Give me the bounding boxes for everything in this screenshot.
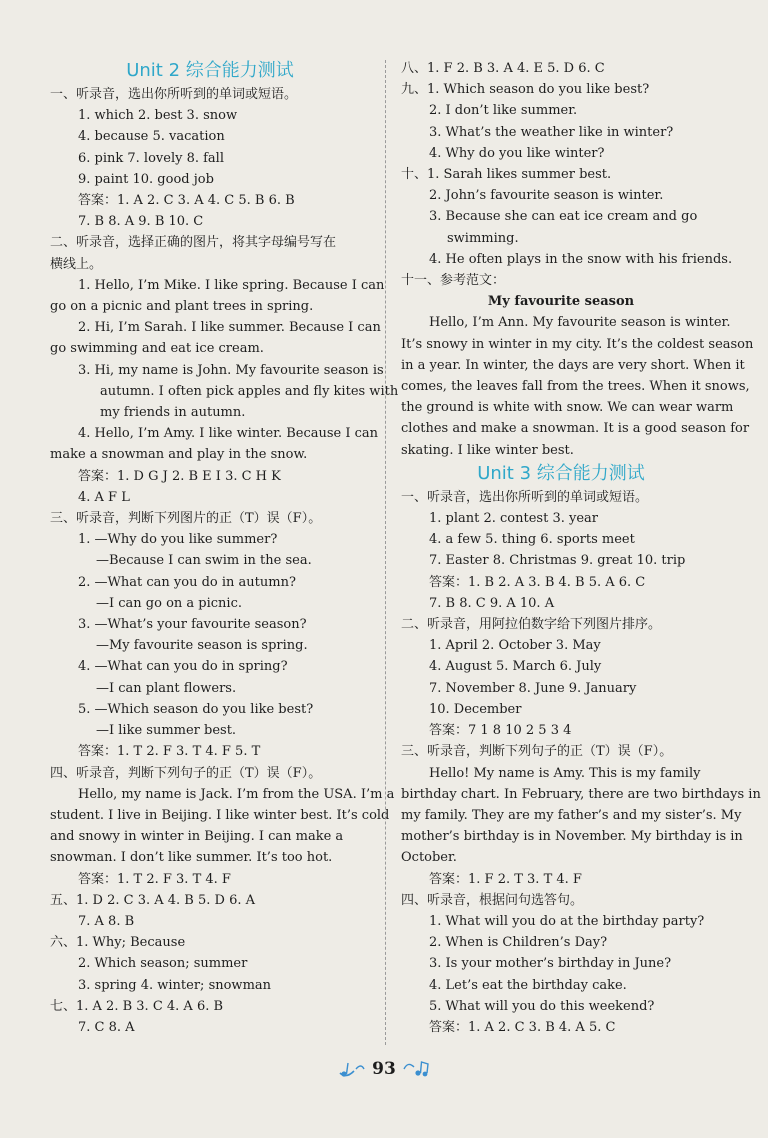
answer-line: 答案：1. A 2. C 3. B 4. A 5. C [429, 1019, 616, 1035]
passage-line: my family. They are my father’s and my sister’s. My [401, 807, 742, 823]
item-line: —I can go on a picnic. [96, 595, 243, 611]
music-note-ornament-left-icon [336, 1057, 366, 1081]
item-line: 3. Is your mother’s birthday in June? [429, 956, 672, 972]
u2-section-9 [401, 79, 721, 164]
answer-line: 七、1. A 2. B 3. C 4. A 6. B [50, 998, 224, 1014]
essay-line: in a year. In winter, the days are very short. When it [401, 357, 745, 373]
section-heading: 三、听录音，判断下列句子的正（T）误（F）。 [401, 744, 673, 760]
item-line: 3. —What’s your favourite season? [78, 617, 307, 633]
answer-line: 答案：1. T 2. F 3. T 4. F 5. T [78, 744, 261, 760]
answer-line: 答案：1. A 2. C 3. A 4. C 5. B 6. B [78, 193, 295, 209]
section-heading: 四、听录音，根据问句选答句。 [401, 892, 584, 908]
u2-section-7 [50, 996, 370, 1038]
answer-line: 答案：1. T 2. F 3. T 4. F [78, 871, 231, 887]
item-line: 1. Hello, I’m Mike. I like spring. Because I can [78, 277, 385, 293]
u2-section-3 [50, 508, 370, 762]
passage-line: October. [401, 850, 457, 866]
answer-line: 答案：1. F 2. T 3. T 4. F [429, 871, 582, 887]
u2-section-6 [50, 932, 370, 996]
answer-line: 九、1. Which season do you like best? [401, 82, 650, 98]
answer-line: 答案：1. D G J 2. B E I 3. C H K [78, 468, 281, 484]
left-column [50, 58, 399, 1038]
passage-line: Hello! My name is Amy. This is my family [429, 765, 701, 781]
passage-line: mother’s birthday is in November. My birthday is in [401, 829, 743, 845]
answer-line: 六、1. Why; Because [50, 935, 186, 951]
item-line: 2. Hi, I’m Sarah. I like summer. Because I can [78, 320, 381, 336]
essay-line: clothes and make a snowman. It is a good season for [401, 421, 750, 437]
answer-line: 2. I don’t like summer. [429, 103, 578, 119]
u3-section-4 [401, 890, 721, 1038]
passage-line: Hello, my name is Jack. I’m from the USA. I’m a [78, 786, 395, 802]
unit-2-title: Unit 2 综合能力测试 [126, 60, 294, 81]
u2-section-4 [50, 763, 395, 890]
page-number: 93 [372, 1059, 396, 1079]
passage-line: student. I live in Beijing. I like winter best. It’s cold [50, 807, 390, 823]
item-line: 4. August 5. March 6. July [429, 659, 602, 675]
answer-line: 4. Why do you like winter? [429, 145, 605, 161]
section-heading: 二、听录音，选择正确的图片，将其字母编号写在 [50, 235, 337, 251]
item-line: 1. What will you do at the birthday party? [429, 913, 705, 929]
answer-line: 3. spring 4. winter; snowman [78, 977, 272, 993]
answer-line: 十、1. Sarah likes summer best. [401, 167, 612, 183]
item-line: autumn. I often pick apples and fly kites with [100, 383, 399, 399]
passage-line: snowman. I don’t like summer. It’s too hot. [50, 850, 333, 866]
right-column [401, 58, 761, 1038]
item-line: 4. a few 5. thing 6. sports meet [429, 532, 635, 548]
item-line: 4. —What can you do in spring? [78, 659, 288, 675]
u2-section-10 [401, 164, 733, 270]
essay-line: the ground is white with snow. We can wear warm [401, 400, 734, 416]
section-heading: 二、听录音，用阿拉伯数字给下列图片排序。 [401, 617, 662, 633]
answer-line: 7. A 8. B [78, 913, 135, 929]
answer-line: 7. B 8. C 9. A 10. A [429, 595, 555, 611]
item-line: 9. paint 10. good job [78, 171, 214, 187]
u3-section-1 [401, 487, 721, 614]
essay-line: comes, the leaves fall from the trees. When it snows, [401, 379, 750, 395]
item-line: 6. pink 7. lovely 8. fall [78, 150, 225, 166]
u2-section-1 [50, 84, 370, 232]
answer-line: 2. Which season; summer [78, 956, 248, 972]
section-heading: 十一、参考范文： [401, 273, 506, 289]
essay-line: Hello, I’m Ann. My favourite season is winter. [429, 315, 731, 331]
answer-line: 7. C 8. A [78, 1019, 135, 1035]
item-line: 7. Easter 8. Christmas 9. great 10. trip [429, 553, 686, 569]
passage-line: birthday chart. In February, there are two birthdays in [401, 786, 761, 802]
item-line: 4. because 5. vacation [78, 129, 225, 145]
essay-line: skating. I like winter best. [401, 442, 574, 458]
item-line: 2. —What can you do in autumn? [78, 574, 296, 590]
item-line: 4. Hello, I’m Amy. I like winter. Because I can [78, 426, 379, 442]
item-line: 1. which 2. best 3. snow [78, 108, 238, 124]
item-line: go on a picnic and plant trees in spring. [50, 299, 314, 315]
item-line: 7. November 8. June 9. January [429, 680, 637, 696]
item-line: —My favourite season is spring. [96, 638, 308, 654]
item-line: 2. When is Children’s Day? [429, 935, 608, 951]
passage-line: and snowy in winter in Beijing. I can make a [50, 829, 344, 845]
item-line: make a snowman and play in the snow. [50, 447, 308, 463]
section-heading: 一、听录音，选出你所听到的单词或短语。 [50, 87, 298, 102]
unit-3-title: Unit 3 综合能力测试 [477, 462, 645, 484]
u2-section-5 [50, 890, 370, 932]
item-line: 3. Hi, my name is John. My favourite season is [78, 362, 384, 378]
item-line: my friends in autumn. [100, 405, 246, 421]
essay-line: It’s snowy in winter in my city. It’s the coldest season [401, 336, 754, 352]
item-line: 10. December [429, 701, 522, 717]
answer-line: 3. Because she can eat ice cream and go [429, 209, 698, 225]
section-heading-cont: 横线上。 [50, 256, 103, 272]
item-line: 4. Let’s eat the birthday cake. [429, 977, 627, 993]
item-line: —I can plant flowers. [96, 680, 237, 696]
item-line: —Because I can swim in the sea. [96, 553, 312, 569]
answer-line: 4. A F L [78, 489, 130, 505]
answer-line: 八、1. F 2. B 3. A 4. E 5. D 6. C [401, 61, 605, 76]
answer-line: 3. What’s the weather like in winter? [429, 124, 674, 140]
answer-line: 7. B 8. A 9. B 10. C [78, 214, 204, 230]
section-heading: 四、听录音，判断下列句子的正（T）误（F）。 [50, 765, 322, 781]
u2-section-11 [401, 270, 754, 461]
music-note-ornament-right-icon [402, 1057, 432, 1081]
item-line: 1. plant 2. contest 3. year [429, 511, 598, 527]
page-footer [0, 1052, 768, 1086]
answer-line: swimming. [447, 230, 519, 246]
item-line: go swimming and eat ice cream. [50, 341, 264, 357]
section-heading: 三、听录音，判断下列图片的正（T）误（F）。 [50, 511, 322, 527]
u3-section-3 [401, 741, 761, 889]
u3-section-2 [401, 614, 721, 741]
answer-line: 答案：7 1 8 10 2 5 3 4 [429, 723, 572, 739]
u2-section-2 [50, 232, 399, 508]
item-line: 5. What will you do this weekend? [429, 998, 655, 1014]
item-line: —I like summer best. [96, 723, 237, 739]
item-line: 5. —Which season do you like best? [78, 701, 314, 717]
answer-line: 答案：1. B 2. A 3. B 4. B 5. A 6. C [429, 574, 646, 590]
item-line: 1. —Why do you like summer? [78, 532, 278, 548]
answer-line: 4. He often plays in the snow with his friends. [429, 251, 733, 267]
answer-line: 五、1. D 2. C 3. A 4. B 5. D 6. A [50, 892, 255, 908]
essay-title: My favourite season [487, 294, 635, 310]
section-heading: 一、听录音，选出你所听到的单词或短语。 [401, 489, 649, 505]
column-divider [385, 60, 386, 1045]
item-line: 1. April 2. October 3. May [429, 638, 601, 654]
answer-line: 2. John’s favourite season is winter. [429, 188, 664, 204]
